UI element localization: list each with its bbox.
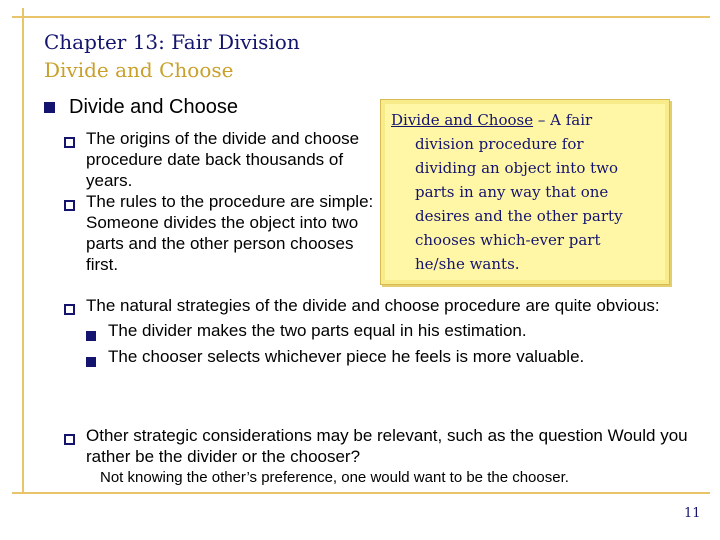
- origins-rules-list: [64, 128, 380, 275]
- definition-line: he/she wants.: [415, 255, 520, 273]
- checkbox-bullet-icon: [64, 434, 75, 445]
- square-bullet-icon: [44, 102, 55, 113]
- list-item: [64, 425, 704, 467]
- other-note: Not knowing the other’s preference, one would want to be the chooser.: [100, 469, 569, 486]
- square-bullet-icon: [86, 331, 96, 341]
- list-item-text: The origins of the divide and choose procedure date back thousands of years.: [86, 129, 360, 190]
- definition-line: division procedure for: [415, 135, 584, 153]
- definition-box: [380, 99, 670, 285]
- list-item: [64, 191, 380, 275]
- list-item: [86, 320, 704, 346]
- checkbox-bullet-icon: [64, 200, 75, 211]
- definition-line: chooses which-ever part: [415, 231, 601, 249]
- checkbox-bullet-icon: [64, 304, 75, 315]
- definition-first-line: [391, 108, 659, 132]
- slide-title: Chapter 13: Fair Division: [44, 30, 300, 54]
- definition-body: [391, 132, 659, 276]
- slide-title-block: [44, 28, 300, 84]
- list-item: [64, 128, 380, 191]
- frame-top-rule: [12, 16, 710, 18]
- definition-line1-rest: – A fair: [533, 111, 593, 129]
- list-item-text: The rules to the procedure are simple: Someone divides the object into two parts and the other person chooses first.: [86, 192, 374, 274]
- other-text: Other strategic considerations may be relevant, such as the question Would you rather be the divider or the chooser?: [86, 426, 688, 466]
- strategies-section: [64, 295, 704, 372]
- definition-line: desires and the other party: [415, 207, 623, 225]
- page-number: 11: [684, 506, 701, 521]
- list-item: [64, 295, 704, 320]
- main-bullet: [44, 96, 238, 119]
- frame-left-rule: [22, 8, 24, 492]
- list-item-text: The chooser selects whichever piece he feels is more valuable.: [108, 347, 585, 366]
- checkbox-bullet-icon: [64, 137, 75, 148]
- square-bullet-icon: [86, 357, 96, 367]
- definition-line: dividing an object into two: [415, 159, 619, 177]
- frame-bottom-rule: [12, 492, 710, 494]
- strategies-sublist: [86, 320, 704, 372]
- definition-term: Divide and Choose: [391, 111, 534, 129]
- other-considerations-section: [64, 425, 704, 489]
- definition-line: parts in any way that one: [415, 183, 609, 201]
- list-item-text: The divider makes the two parts equal in his estimation.: [108, 321, 527, 340]
- list-item: [86, 346, 704, 372]
- strategies-text: The natural strategies of the divide and choose procedure are quite obvious:: [86, 296, 660, 315]
- slide-subtitle: Divide and Choose: [44, 58, 234, 82]
- main-bullet-text: Divide and Choose: [69, 96, 238, 118]
